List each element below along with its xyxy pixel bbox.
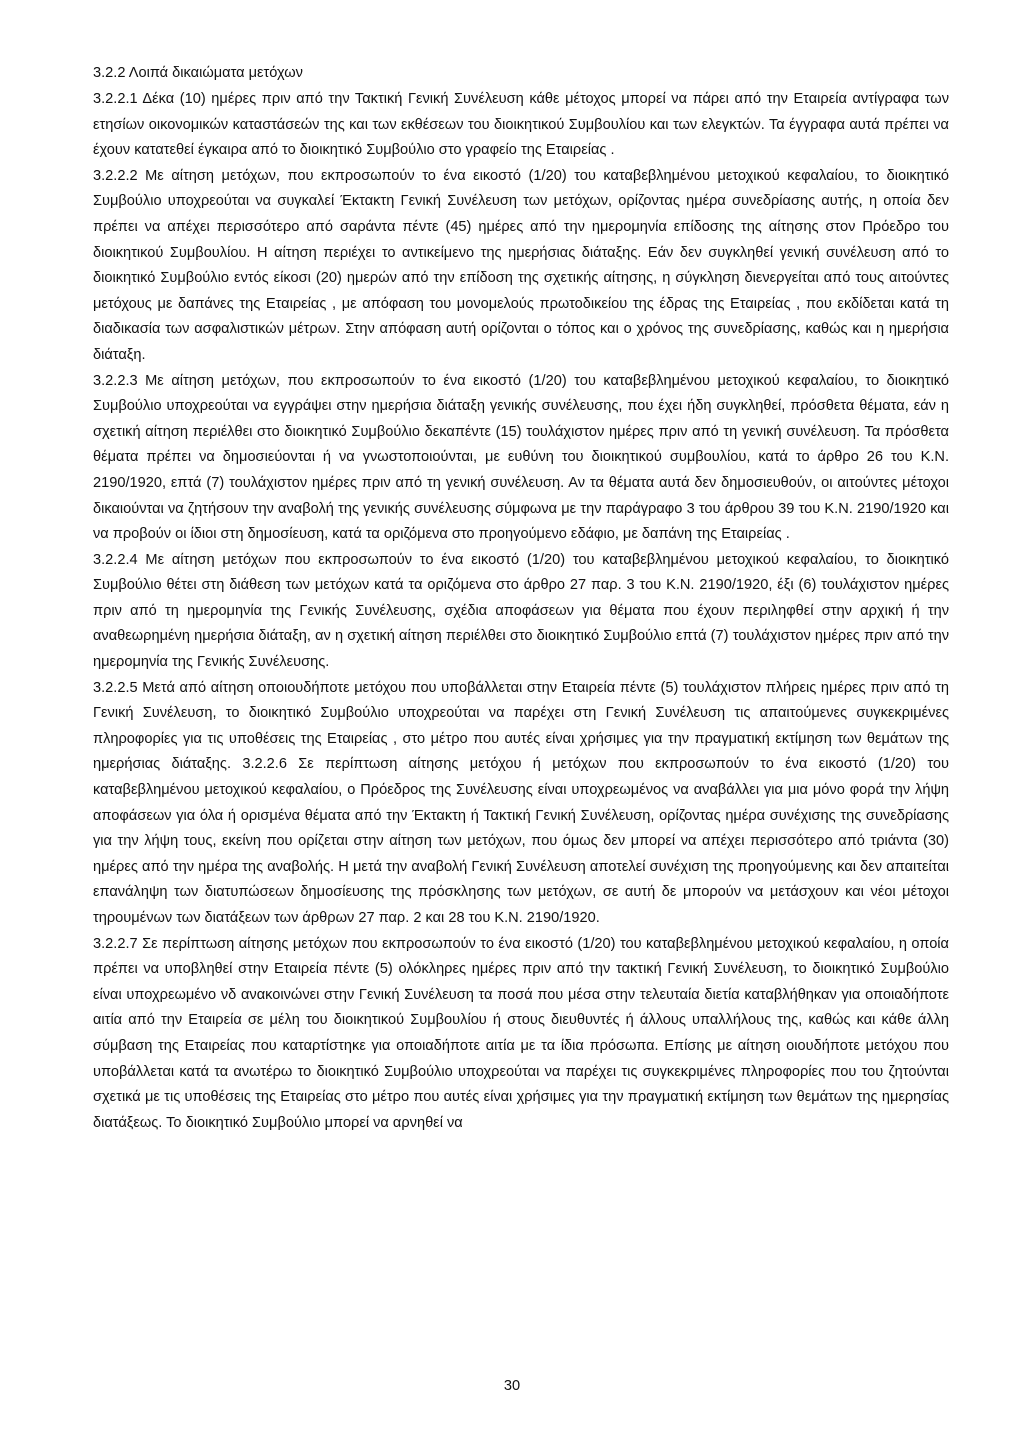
paragraph-3-2-2-2: 3.2.2.2 Με αίτηση μετόχων, που εκπροσωπούν το ένα εικοστό (1/20) του καταβεβλημένου μετοχικού κεφαλαίου, το διοικητικό Συμβούλιο υποχρεούται να συγκαλεί Έκτακτη Γενική Συνέλευση των μετόχων, ορίζοντας ημέρα συνεδρίασης αυτής, η οποία δεν πρέπει να απέχει περισσότερο από σαράντα πέντε (45) ημέρες από την ημερομηνία επίδοσης της αίτησης στον Πρόεδρο του διοικητικού Συμβουλίου. Η αίτηση περιέχει το αντικείμενο της ημερήσιας διάταξης. Εάν δεν συγκληθεί γενική συνέλευση από το διοικητικό Συμβούλιο εντός είκοσι (20) ημερών από την επίδοση της σχετικής αίτησης, η σύγκληση διενεργείται από τους αιτούντες μετόχους με δαπάνες της Εταιρείας , με απόφαση του μονομελούς πρωτοδικείου της έδρας της Εταιρείας , που εκδίδεται κατά τη διαδικασία των ασφαλιστικών μέτρων. Στην απόφαση αυτή ορίζονται ο τόπος και ο χρόνος της συνεδρίασης, καθώς και η ημερήσια διάταξη. — [93, 167, 949, 363]
paragraph-3-2-2-7: 3.2.2.7 Σε περίπτωση αίτησης μετόχων που εκπροσωπούν το ένα εικοστό (1/20) του καταβεβλημένου μετοχικού κεφαλαίου, η οποία πρέπει να υποβληθεί στην Εταιρεία πέντε (5) ολόκληρες ημέρες πριν από την τακτική Γενική Συνέλευση, το διοικητικό Συμβούλιο είναι υποχρεωμένο νδ ανακοινώνει στην Γενική Συνέλευση τα ποσά που μέσα στην τελευταία διετία καταβλήθηκαν για οποιαδήποτε αιτία από την Εταιρεία σε μέλη του διοικητικού Συμβουλίου ή στους διευθυντές ή άλλους υπαλλήλους της, καθώς και κάθε άλλη σύμβαση της Εταιρείας που καταρτίστηκε για οποιαδήποτε αιτία με τα ίδια πρόσωπα. Επίσης με αίτηση οιουδήποτε μετόχου που υποβάλλεται κατά τα ανωτέρω το διοικητικό Συμβούλιο υποχρεούται να παρέχει τις συγκεκριμένες πληροφορίες που του ζητούνται σχετικά με τις υποθέσεις της Εταιρείας στο μέτρο που αυτές είναι χρήσιμες για την πραγματική εκτίμηση των θεμάτων της ημερησίας διατάξεως. Το διοικητικό Συμβούλιο μπορεί να αρνηθεί να — [93, 935, 949, 1131]
paragraph-3-2-2-1: 3.2.2.1 Δέκα (10) ημέρες πριν από την Τακτική Γενική Συνέλευση κάθε μέτοχος μπορεί να πάρει από την Εταιρεία αντίγραφα των ετησίων οικονομικών καταστάσεών της και των εκθέσεων του διοικητικού Συμβουλίου και των ελεγκτών. Τα έγγραφα αυτά πρέπει να έχουν κατατεθεί έγκαιρα από το διοικητικό Συμβούλιο στο γραφείο της Εταιρείας . — [93, 91, 949, 159]
section-heading: 3.2.2 Λοιπά δικαιώματα μετόχων — [93, 65, 303, 81]
paragraph-3-2-2-5: 3.2.2.5 Μετά από αίτηση οποιουδήποτε μετόχου που υποβάλλεται στην Εταιρεία πέντε (5) τουλάχιστον πλήρεις ημέρες πριν από τη Γενική Συνέλευση, το διοικητικό Συμβούλιο υποχρεούται να παρέχει στη Γενική Συνέλευση τις απαιτούμενες συγκεκριμένες πληροφορίες για τις υποθέσεις της Εταιρείας , στο μέτρο που αυτές είναι χρήσιμες για την πραγματική εκτίμηση των θεμάτων της ημερήσιας διάταξης. 3.2.2.6 Σε περίπτωση αίτησης μετόχου ή μετόχων που εκπροσωπούν το ένα εικοστό (1/20) του καταβεβλημένου μετοχικού κεφαλαίου, ο Πρόεδρος της Συνέλευσης είναι υποχρεωμένος να αναβάλλει για μια μόνο φορά την λήψη αποφάσεων για όλα ή ορισμένα θέματα από την Έκτακτη ή Τακτική Γενική Συνέλευση, ορίζοντας ημέρα συνέχισης της συνεδρίασης για την λήψη τους, εκείνη που ορίζεται στην αίτηση των μετόχων, που όμως δεν μπορεί να απέχει περισσότερο από τριάντα (30) ημέρες από την ημέρα της αναβολής. Η μετά την αναβολή Γενική Συνέλευση αποτελεί συνέχιση της προηγούμενης και δεν απαιτείται επανάληψη των διατυπώσεων δημοσίευσης της πρόσκλησης των μετόχων, σε αυτή δε μπορούν να μετάσχουν και νέοι μέτοχοι τηρουμένων των διατάξεων των άρθρων 27 παρ. 2 και 28 του Κ.Ν. 2190/1920. — [93, 679, 949, 926]
paragraph-3-2-2-4: 3.2.2.4 Με αίτηση μετόχων που εκπροσωπούν το ένα εικοστό (1/20) του καταβεβλημένου μετοχικού κεφαλαίου, το διοικητικό Συμβούλιο θέτει στη διάθεση των μετόχων κατά τα οριζόμενα στο άρθρο 27 παρ. 3 του Κ.Ν. 2190/1920, έξι (6) τουλάχιστον ημέρες πριν από τη ημερομηνία της Γενικής Συνέλευσης, σχέδια αποφάσεων για θέματα που έχουν περιληφθεί στην αρχική ή την αναθεωρημένη ημερήσια διάταξη, αν η σχετική αίτηση περιέλθει στο διοικητικό Συμβούλιο επτά (7) τουλάχιστον ημέρες πριν από την ημερομηνία της Γενικής Συνέλευσης. — [93, 551, 949, 671]
document-page — [93, 61, 949, 1136]
page-number: 30 — [503, 1378, 521, 1394]
paragraph-3-2-2-3: 3.2.2.3 Με αίτηση μετόχων, που εκπροσωπούν το ένα εικοστό (1/20) του καταβεβλημένου μετοχικού κεφαλαίου, το διοικητικό Συμβούλιο υποχρεούται να εγγράψει στην ημερήσια διάταξη γενικής συνέλευσης, που έχει ήδη συγκληθεί, πρόσθετα θέματα, εάν η σχετική αίτηση περιέλθει στο διοικητικό Συμβούλιο δεκαπέντε (15) τουλάχιστον ημέρες πριν από τη γενική συνέλευση. Τα πρόσθετα θέματα πρέπει να δημοσιεύονται ή να γνωστοποιούνται, με ευθύνη του διοικητικού συμβουλίου, κατά το άρθρο 26 του Κ.Ν. 2190/1920, επτά (7) τουλάχιστον ημέρες πριν από τη γενική συνέλευση. Αν τα θέματα αυτά δεν δημοσιευθούν, οι αιτούντες μέτοχοι δικαιούνται να ζητήσουν την αναβολή της γενικής συνέλευσης σύμφωνα με την παράγραφο 3 του άρθρου 39 του Κ.Ν. 2190/1920 και να προβούν οι ίδιοι στη δημοσίευση, κατά τα οριζόμενα στο προηγούμενο εδάφιο, με δαπάνη της Εταιρείας . — [93, 372, 949, 543]
